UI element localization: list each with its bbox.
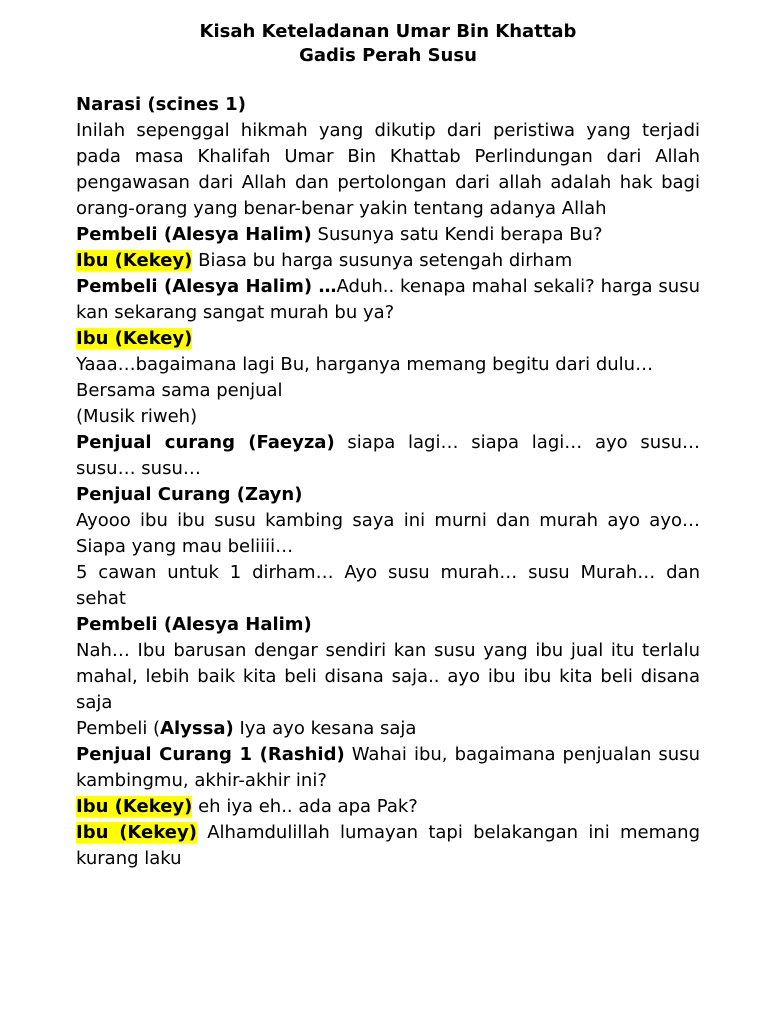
title-block: [76, 20, 700, 68]
document-subtitle: Gadis Perah Susu: [299, 45, 477, 66]
dialogue-text: Bersama sama penjual: [76, 380, 283, 401]
dialogue-text: Yaaa…bagaimana lagi Bu, harganya memang begitu dari dulu…: [76, 354, 654, 375]
dialogue-text: eh iya eh.. ada apa Pak?: [192, 796, 418, 817]
speaker-label: Penjual Curang (Zayn): [76, 484, 303, 505]
dialogue-text: Nah… Ibu barusan dengar sendiri kan susu yang ibu jual itu terlalu mahal, lebih baik kita beli disana saja.. ayo ibu ibu kita beli disana saja: [76, 640, 700, 713]
dialogue-text: Alhamdulillah lumayan tapi belakangan ini memang kurang laku: [76, 822, 700, 869]
dialogue-line: [76, 716, 700, 742]
dialogue-text: Ayooo ibu ibu susu kambing saya ini murni dan murah ayo ayo… Siapa yang mau beliiii…: [76, 510, 700, 557]
dialogue-line: [76, 508, 700, 560]
speaker-label: Narasi (scines 1): [76, 94, 246, 115]
dialogue-line: [76, 794, 700, 820]
speaker-label: Penjual curang (Faeyza): [76, 432, 335, 453]
dialogue-text: Iya ayo kesana saja: [233, 718, 417, 739]
dialogue-line: [76, 482, 700, 508]
dialogue-text: 5 cawan untuk 1 dirham… Ayo susu murah… susu Murah… dan sehat: [76, 562, 700, 609]
dialogue-line: [76, 274, 700, 326]
dialogue-line: [76, 742, 700, 794]
stage-direction: [76, 404, 700, 430]
dialogue-line: [76, 638, 700, 716]
dialogue-text: Biasa bu harga susunya setengah dirham: [192, 250, 573, 271]
speaker-label: Pembeli (Alesya Halim): [76, 224, 312, 245]
dialogue-text: Aduh.. kenapa mahal sekali? harga susu kan sekarang sangat murah bu ya?: [76, 276, 700, 323]
dialogue-line: [76, 820, 700, 872]
dialogue-text: Wahai ibu, bagaimana penjualan susu kambingmu, akhir-akhir ini?: [76, 744, 700, 791]
speaker-label: Penjual Curang 1 (Rashid): [76, 744, 345, 765]
dialogue-line: [76, 612, 700, 638]
document-title: Kisah Keteladanan Umar Bin Khattab: [199, 21, 577, 42]
narration-heading: [76, 92, 700, 118]
dialogue-line: [76, 326, 700, 352]
dialogue-line: [76, 430, 700, 482]
speaker-label: Pembeli (Alesya Halim) …: [76, 276, 337, 297]
dialogue-line: [76, 560, 700, 612]
dialogue-line: [76, 222, 700, 248]
dialogue-line: [76, 352, 700, 378]
speaker-prefix: Pembeli (: [76, 718, 161, 739]
dialogue-text: Inilah sepenggal hikmah yang dikutip dari peristiwa yang terjadi pada masa Khalifah Umar Bin Khattab Perlindungan dari Allah pengawasan dari Allah dan pertolongan dari allah adalah hak bagi orang-orang yang benar-benar yakin tentang adanya Allah: [76, 120, 700, 219]
speaker-label-highlighted: Ibu (Kekey): [76, 250, 193, 271]
speaker-label-highlighted: Ibu (Kekey): [76, 796, 193, 817]
document-page: [76, 20, 700, 872]
stage-direction: [76, 378, 700, 404]
dialogue-text: Susunya satu Kendi berapa Bu?: [311, 224, 603, 245]
dialogue-text: siapa lagi… siapa lagi… ayo susu… susu… susu…: [76, 432, 700, 479]
speaker-label: Alyssa): [160, 718, 234, 739]
speaker-label: Pembeli (Alesya Halim): [76, 614, 312, 635]
narration-text: [76, 118, 700, 222]
dialogue-line: [76, 248, 700, 274]
dialogue-text: (Musik riweh): [76, 406, 198, 427]
speaker-label-highlighted: Ibu (Kekey): [76, 822, 197, 843]
speaker-label-highlighted: Ibu (Kekey): [76, 328, 193, 349]
